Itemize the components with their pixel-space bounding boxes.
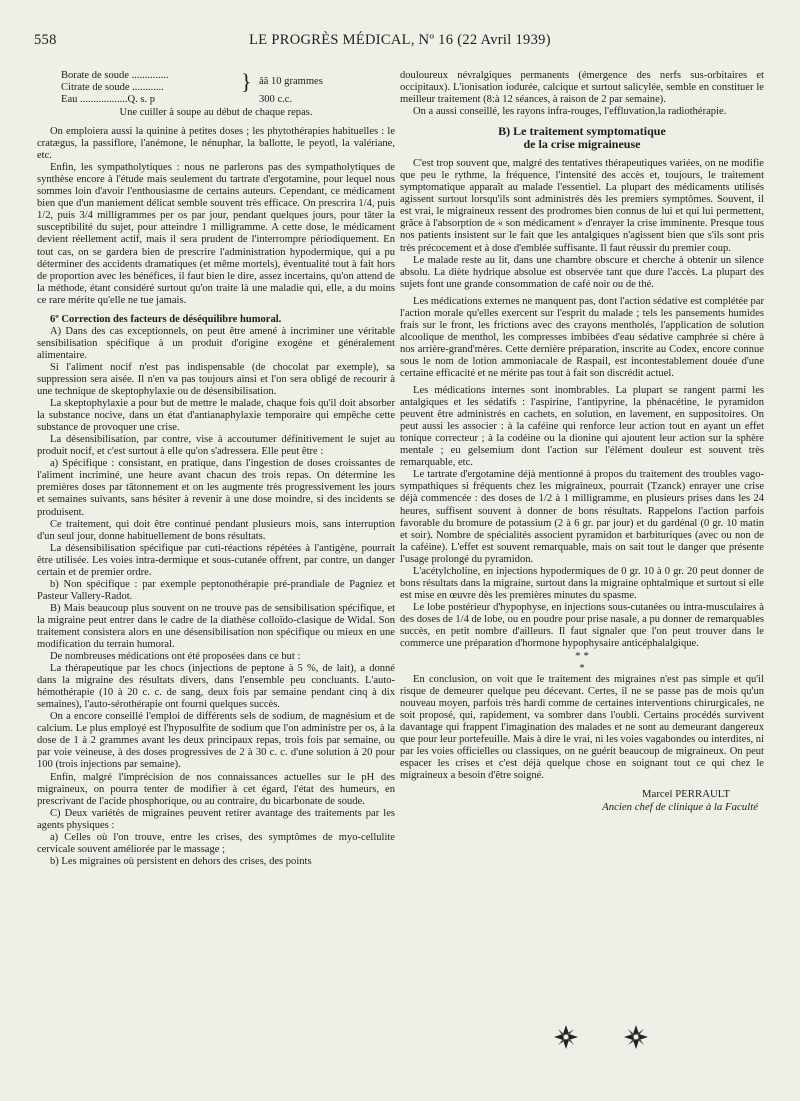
paragraph: Le tartrate d'ergotamine déjà mentionné à propos du traitement des troubles vago-sympathiques si fréquents chez les migraineux, pourrait (Tzanck) enrayer une crise déjà commencée : des doses de 1/2 à 1 milligramme, en plusieurs prises dans les 24 heures, suffisent souvent à donner de bons résultats. Rappelons l'action parfois favorable du bromure de potassium (2 à 6 gr. par jour) et du gardénal (0 gr. 10 matin et soir). Nombre de spécialités associent pyramidon et barbituriques (avec ou non de la caféine). L'effet est souvent remarquable, mais on sait tout le danger que présente l'usage prolongé du pyramidon.	[400, 469, 764, 565]
page-header	[34, 32, 766, 56]
asterism-glyphs: * * *	[575, 650, 589, 675]
recipe-note: Une cuiller à soupe au début de chaque repas.	[119, 107, 313, 118]
paragraph: a) Celles où l'on trouve, entre les crises, des symptômes de myo-cellulite cervicale souvent améliorée par le massage ;	[37, 831, 395, 855]
paragraph: La skeptophylaxie a pour but de mettre le malade, chaque fois qu'il doit absorber la substance nocive, dans un état d'antianaphylaxie temporaire qui empêche cette substance de provoquer une crise.	[37, 398, 395, 434]
paragraph: douloureux névralgiques permanents (émergence des nerfs sus-orbitaires et occipitaux). L'ionisation iodurée, calcique et surtout salicylée, semble en constituer le meilleur traitement (8:à 12 séances, à raison de 2 par semaine).	[400, 70, 764, 106]
section-heading-line-2: de la crise migraineuse	[523, 137, 641, 152]
brace-glyph: }	[241, 69, 252, 94]
paragraph: Ce traitement, qui doit être continué pendant plusieurs mois, sans interruption d'un seul jour, donne habituellement de bons résultats.	[37, 518, 395, 542]
paragraph: B) Mais beaucoup plus souvent on ne trouve pas de sensibilisation spécifique, et la migraine peut entrer dans le cadre de la diathèse colloïdo-clasique de Widal. Son traitement consistera alors en une désensibilisation non spécifique ou mieux en une modification du terrain humoral.	[37, 602, 395, 651]
recipe-amount-1: ââ 10 grammes	[259, 76, 323, 87]
section-heading-line-1: B) Le traitement symptomatique	[498, 124, 666, 139]
paragraph: De nombreuses médications ont été proposées dans ce but :	[50, 651, 301, 663]
journal-title: LE PROGRÈS MÉDICAL, Nº 16 (22 Avril 1939)	[249, 32, 551, 48]
paragraph: Le lobe postérieur d'hypophyse, en injections sous-cutanées ou intra-musculaires à des doses de 1/4 de lobe, ou en poudre pour prise nasale, a pu donner de remarquables succès, en petit nombre d'ailleurs. Il faut signaler que l'on peut trouver dans le commerce une préparation d'hormone hypophysaire anticéphalalgique.	[400, 601, 764, 650]
page-number: 558	[34, 32, 57, 48]
paragraph: La désensibilisation spécifique par cuti-réactions répétées à l'antigène, pourrait être utilisée. Les voies intra-dermique et sous-cutanée offrent, par contre, un danger certain et de premier ordre.	[37, 542, 395, 578]
recipe-line-1: Borate de soude ..............	[61, 70, 169, 81]
decorative-ornament-icon	[548, 1022, 668, 1052]
paragraph: C) Deux variétés de migraines peuvent retirer avantage des traitements par les agents physiques :	[37, 807, 395, 831]
paragraph: On a encore conseillé l'emploi de différents sels de sodium, de magnésium et de calcium. Le plus employé est l'hyposulfite de sodium que l'on administre per os, à la dose de 1 à 2 grammes avant les deux principaux repas, trois fois par semaine, ou par voie veineuse, à des doses progressives de 2 à 30 c. c. d'une solution à 20 pour 100 (trois injections par semaine).	[37, 711, 395, 771]
recipe-block	[61, 70, 395, 107]
paragraph: C'est trop souvent que, malgré des tentatives thérapeutiques variées, on ne modifie que peu le rythme, la fréquence, l'intensité des accès et, toujours, le traitement symptomatique apparaît au malade l'essentiel. La plupart des médicaments utilisés agissent surtout lorsqu'ils sont administrés dès les premiers symptômes. Souvent, il est vrai, le migraineux ressent des prodromes bien connus de lui et qui lui permettent, grâce à l'absorption de « son médicament » d'enrayer la crise imminente. Presque tous nos patients insistent sur le fait que les antalgiques n'agissent bien que s'ils sont pris très précocement et à dose d'emblée suffisante. Il faut réussir du premier coup.	[400, 158, 764, 254]
paragraph: La désensibilisation, par contre, vise à accoutumer définitivement le sujet au produit nocif, et c'est surtout à elle qu'on s'adressera. Elle peut être :	[37, 434, 395, 458]
author-name: Marcel PERRAULT	[641, 788, 730, 801]
paragraph: b) Les migraines où persistent en dehors des crises, des points	[50, 855, 312, 867]
author-role: Ancien chef de clinique à la Faculté	[602, 800, 758, 813]
right-column	[400, 70, 764, 813]
paragraph: Les médications externes ne manquent pas, dont l'action sédative est complétée par l'action morale qu'elles exercent sur l'esprit du malade ; tels les pansements humides frais sur le front, les frictions avec des crayons mentholés, l'application de solution alcoolique de menthol, les compresses imbibées d'eau sédative camphrée si chère à nos arrière-grand'mères. Cette dernière préparation, inscrite au Codex, encore connue sous le nom de lotion ammoniacale de Raspail, est incontestablement douée d'une certaine efficacité et ne mérite pas tout à fait son discrédit actuel.	[400, 295, 764, 379]
paragraph: Le malade reste au lit, dans une chambre obscure et cherche à obtenir un silence absolu. La diète hydrique absolue est observée tant que dure l'accès. La plupart des sujets font une grande consommation de café noir ou de thé.	[400, 254, 764, 290]
recipe-line-2: Citrate de soude ............	[61, 82, 164, 93]
recipe-line-3: Eau ..................Q. s. p	[61, 94, 156, 105]
paragraph: Enfin, les sympatholytiques : nous ne parlerons pas des sympatholytiques de synthèse encore à l'étude mais seulement du tartrate d'ergotamine, pour lequel nous sommes loin d'avoir l'enthousiasme de certains auteurs. Cependant, ce médicament bien que d'un maniement délicat semble souvent très efficace. On prescrira 1/4, puis 1/2, puis 3/4 milligrammes per os par jour, pendant quelques jours, pour tâter la susceptibilité du sujet, pour atteindre 1 milligramme. A cette dose, le médicament devient réellement actif, mais il sera prudent de l'interrompre périodiquement. En tout cas, on se gardera bien de prescrire l'administration hypodermique, qui a pu déterminer des accidents dramatiques (et même mortels), éventualité tout à fait hors de proportion avec les bénéfices, il faut bien le dire, assez incertains, qu'on attend de la méthode, étant considéré surtout qu'on traite là une maladie qui, elle, a du moins ce rare mérite qu'elle ne tue jamais.	[37, 162, 395, 306]
paragraph: Enfin, malgré l'imprécision de nos connaissances actuelles sur le pH des migraineux, on pourra tenter de modifier à cet égard, l'état des humeurs, en prescrivant de l'acide phosphorique, ou au contraire, du bicarbonate de soude.	[37, 771, 395, 807]
asterism	[400, 650, 764, 674]
section-heading: 6º Correction des facteurs de déséquilibre humoral.	[50, 313, 282, 325]
left-column	[37, 70, 395, 868]
paragraph: Les médications internes sont inombrables. La plupart se rangent parmi les antalgiques et les sédatifs : l'aspirine, l'antipyrine, la phénacétine, le pyramidon peuvent être administrés en cachets, en solution, en lavement, en suppositoires. On peut aussi les associer : à la caféine qui renforce leur action tout en ayant un effet tonique correcteur ; à la codéine ou la dionine qui ajoutent leur action sur la sphère mentale ; eu gelsemium dont l'action sur l'élément douleur est souvent très remarquable, etc.	[400, 385, 764, 469]
paragraph: a) Spécifique : consistant, en pratique, dans l'ingestion de doses croissantes de l'aliment incriminé, une heure avant chacun des trois repas. On détermine les premières doses par tâtonnement et on les augmente très progressivement les jours et semaines suivants, sans hésiter à revenir à une dose moindre, si des incidents se produisent.	[37, 458, 395, 518]
paragraph: L'acétylcholine, en injections hypodermiques de 0 gr. 10 à 0 gr. 20 peut donner de bons résultats dans la migraine, surtout dans la migraine ophtalmique et surtout si elle est mise en œuvre dès les premières minutes du spasme.	[400, 565, 764, 601]
paragraph: En conclusion, on voit que le traitement des migraines n'est pas simple et qu'il risque de demeurer quelque peu décevant. Certes, il ne se passe pas de mois qu'un nouveau moyen, parfois très hardi comme de certaines interventions chirurgicales, ne soit proposé, qui, rapidement, va sombrer dans l'oubli. Certains procédés survivent davantage qui frappent l'imagination des malades et ne sont au demeurant dangereux que pour leur portefeuille. Mais à dire le vrai, ni les voies vagabondes ou interdites, ni par les voies officielles ou classiques, on ne guérit beaucoup de migraineux. On peut espacer les crises et c'est déjà quelque chose en soignant tout ce qui chez le migraineux a besoin d'être soigné.	[400, 674, 764, 782]
paragraph: La thérapeutique par les chocs (injections de peptone à 5 %, de lait), a donné dans la migraine des résultats divers, dans l'ensemble peu concluants. L'auto-hémothérapie (10 à 20 c. c. de sang, deux fois par semaine pendant cinq à dix semaines), l'auto-sérothérapie ont fourni quelques succès.	[37, 663, 395, 711]
paragraph: On a aussi conseillé, les rayons infra-rouges, l'effluvation,la radiothérapie.	[413, 106, 727, 118]
recipe-amount-2: 300 c.c.	[259, 94, 293, 105]
paragraph: On emploiera aussi la quinine à petites doses ; les phytothérapies habituelles : le cratægus, la passiflore, l'anémone, le nénuphar, la ballotte, le peyotl, la valériane, etc.	[37, 126, 395, 162]
paragraph: A) Dans des cas exceptionnels, on peut être amené à incriminer une véritable sensibilisation spécifique à un produit d'origine exogène et généralement alimentaire.	[37, 325, 395, 361]
paragraph: b) Non spécifique : par exemple peptonothérapie pré-prandiale de Pagniez et Pasteur Vallery-Radot.	[37, 578, 395, 602]
paragraph: Si l'aliment nocif n'est pas indispensable (de chocolat par exemple), sa suppression sera aisée. Il n'en va pas toujours ainsi et l'on sera obligé de recourir à une technique de skeptophylaxie ou de désensibilisation.	[37, 361, 395, 398]
signature-block	[400, 788, 764, 812]
